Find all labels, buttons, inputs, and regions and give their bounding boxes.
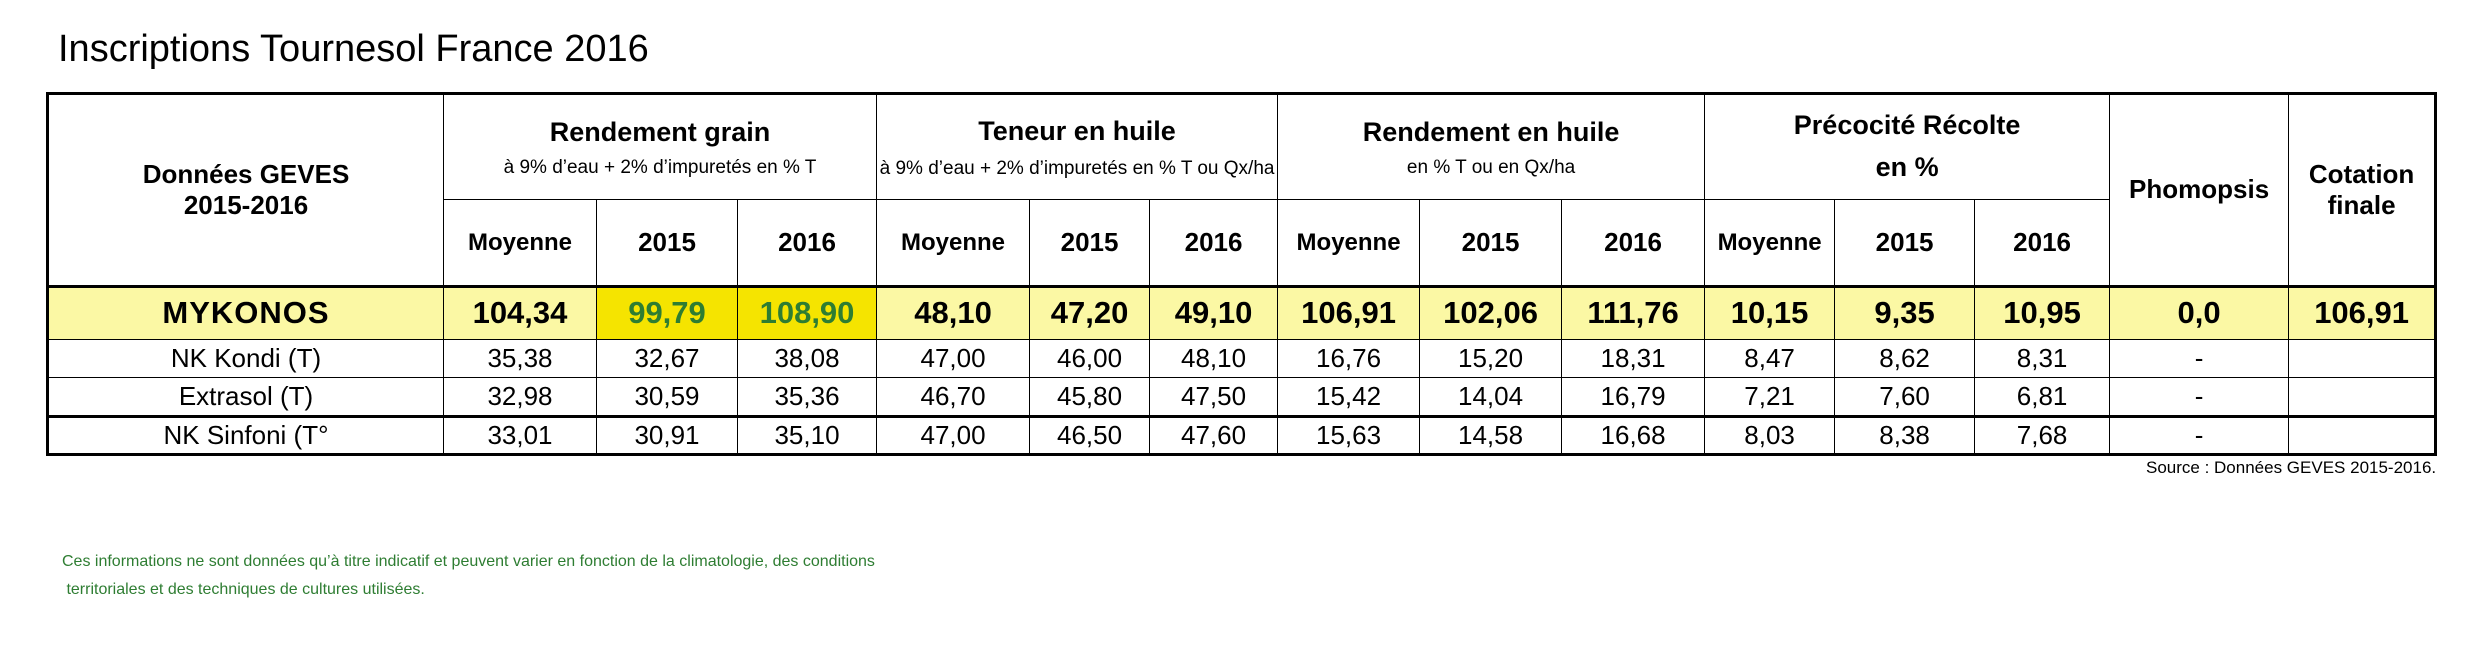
cotation-cell: 106,91 [2289, 287, 2436, 340]
table-cell: 8,38 [1835, 416, 1975, 454]
table-cell: 104,34 [444, 287, 597, 340]
results-table [46, 92, 2437, 456]
group-header-teneur-huile [877, 94, 1278, 200]
subcol-header: 2016 [1150, 200, 1278, 287]
group-header-precocite [1705, 94, 2110, 200]
group-title: Rendement grain [549, 116, 771, 147]
table-cell: 30,91 [597, 416, 738, 454]
table-cell: 16,76 [1278, 339, 1420, 377]
table-cell: 10,15 [1705, 287, 1835, 340]
table-row [48, 416, 2436, 454]
group-header-rendement-huile [1278, 94, 1705, 200]
table-cell: 47,00 [877, 339, 1030, 377]
group-subtitle: à 9% d’eau + 2% d’impuretés en % T [503, 156, 817, 178]
disclaimer-line: territoriales et des techniques de cultures utilisées. [62, 581, 425, 598]
subcol-header: 2015 [1835, 200, 1975, 287]
table-cell: 8,62 [1835, 339, 1975, 377]
subcol-header: Moyenne [1705, 200, 1835, 287]
subcol-header: 2016 [1562, 200, 1705, 287]
table-cell: 49,10 [1150, 287, 1278, 340]
table-cell: 47,00 [877, 416, 1030, 454]
phomopsis-cell: - [2110, 339, 2289, 377]
table-cell: 47,60 [1150, 416, 1278, 454]
table-cell: 46,50 [1030, 416, 1150, 454]
col-header-phomopsis [2110, 94, 2289, 287]
variety-name: NK Sinfoni (T° [48, 416, 444, 454]
group-subtitle: à 9% d’eau + 2% d’impuretés en % T ou Qx/ha [879, 157, 1275, 179]
table-cell: 18,31 [1562, 339, 1705, 377]
subcol-header: 2016 [738, 200, 877, 287]
table-cell-highlighted: 108,90 [738, 287, 877, 340]
table-cell: 35,10 [738, 416, 877, 454]
table-cell: 8,03 [1705, 416, 1835, 454]
table-cell: 46,70 [877, 378, 1030, 416]
table-cell: 33,01 [444, 416, 597, 454]
table-cell: 48,10 [1150, 339, 1278, 377]
header-row-groups [48, 94, 2436, 200]
table-cell: 38,08 [738, 339, 877, 377]
cotation-cell [2289, 416, 2436, 454]
table-row [48, 378, 2436, 416]
table-cell-highlighted: 99,79 [597, 287, 738, 340]
cotation-label: Cotation finale [2308, 158, 2415, 221]
variety-name: MYKONOS [48, 287, 444, 340]
phomopsis-label: Phomopsis [2129, 174, 2270, 205]
cotation-cell [2289, 378, 2436, 416]
corner-header [48, 94, 444, 287]
subcol-header: Moyenne [444, 200, 597, 287]
table-cell: 45,80 [1030, 378, 1150, 416]
table-row-highlighted [48, 287, 2436, 340]
variety-name: NK Kondi (T) [48, 339, 444, 377]
table-cell: 46,00 [1030, 339, 1150, 377]
subcol-header: 2016 [1975, 200, 2110, 287]
group-title: Rendement en huile [1362, 116, 1620, 147]
table-cell: 14,04 [1420, 378, 1562, 416]
table-cell: 7,21 [1705, 378, 1835, 416]
table-cell: 30,59 [597, 378, 738, 416]
subcol-header: 2015 [597, 200, 738, 287]
variety-name: Extrasol (T) [48, 378, 444, 416]
table-cell: 47,50 [1150, 378, 1278, 416]
table-cell: 8,31 [1975, 339, 2110, 377]
subcol-header: Moyenne [1278, 200, 1420, 287]
table-cell: 32,98 [444, 378, 597, 416]
group-title: Précocité Récolte [1793, 110, 2021, 141]
table-cell: 14,58 [1420, 416, 1562, 454]
table-cell: 106,91 [1278, 287, 1420, 340]
disclaimer [62, 548, 1162, 604]
subcol-header: Moyenne [877, 200, 1030, 287]
table-cell: 32,67 [597, 339, 738, 377]
table-cell: 6,81 [1975, 378, 2110, 416]
col-header-cotation [2289, 94, 2436, 287]
subcol-header: 2015 [1420, 200, 1562, 287]
group-subtitle: en % [1875, 152, 1939, 183]
table-cell: 35,36 [738, 378, 877, 416]
page-title: Inscriptions Tournesol France 2016 [58, 28, 649, 70]
table-cell: 7,68 [1975, 416, 2110, 454]
phomopsis-cell: - [2110, 378, 2289, 416]
corner-label: Données GEVES 2015-2016 [142, 158, 350, 221]
table-cell: 15,42 [1278, 378, 1420, 416]
table-cell: 15,20 [1420, 339, 1562, 377]
table-cell: 7,60 [1835, 378, 1975, 416]
table-cell: 10,95 [1975, 287, 2110, 340]
table-cell: 111,76 [1562, 287, 1705, 340]
disclaimer-line: Ces informations ne sont données qu’à titre indicatif et peuvent varier en fonction de la climatologie, des conditions [62, 553, 875, 570]
group-subtitle: en % T ou en Qx/ha [1406, 156, 1576, 178]
group-header-rendement-grain [444, 94, 877, 200]
table-cell: 8,47 [1705, 339, 1835, 377]
table-cell: 102,06 [1420, 287, 1562, 340]
table-cell: 16,68 [1562, 416, 1705, 454]
table-cell: 47,20 [1030, 287, 1150, 340]
cotation-cell [2289, 339, 2436, 377]
table-cell: 15,63 [1278, 416, 1420, 454]
source-note: Source : Données GEVES 2015-2016. [2146, 458, 2437, 477]
table-row [48, 339, 2436, 377]
table-cell: 48,10 [877, 287, 1030, 340]
phomopsis-cell: 0,0 [2110, 287, 2289, 340]
phomopsis-cell: - [2110, 416, 2289, 454]
table-cell: 35,38 [444, 339, 597, 377]
table-cell: 9,35 [1835, 287, 1975, 340]
table-cell: 16,79 [1562, 378, 1705, 416]
group-title: Teneur en huile [978, 115, 1176, 146]
subcol-header: 2015 [1030, 200, 1150, 287]
